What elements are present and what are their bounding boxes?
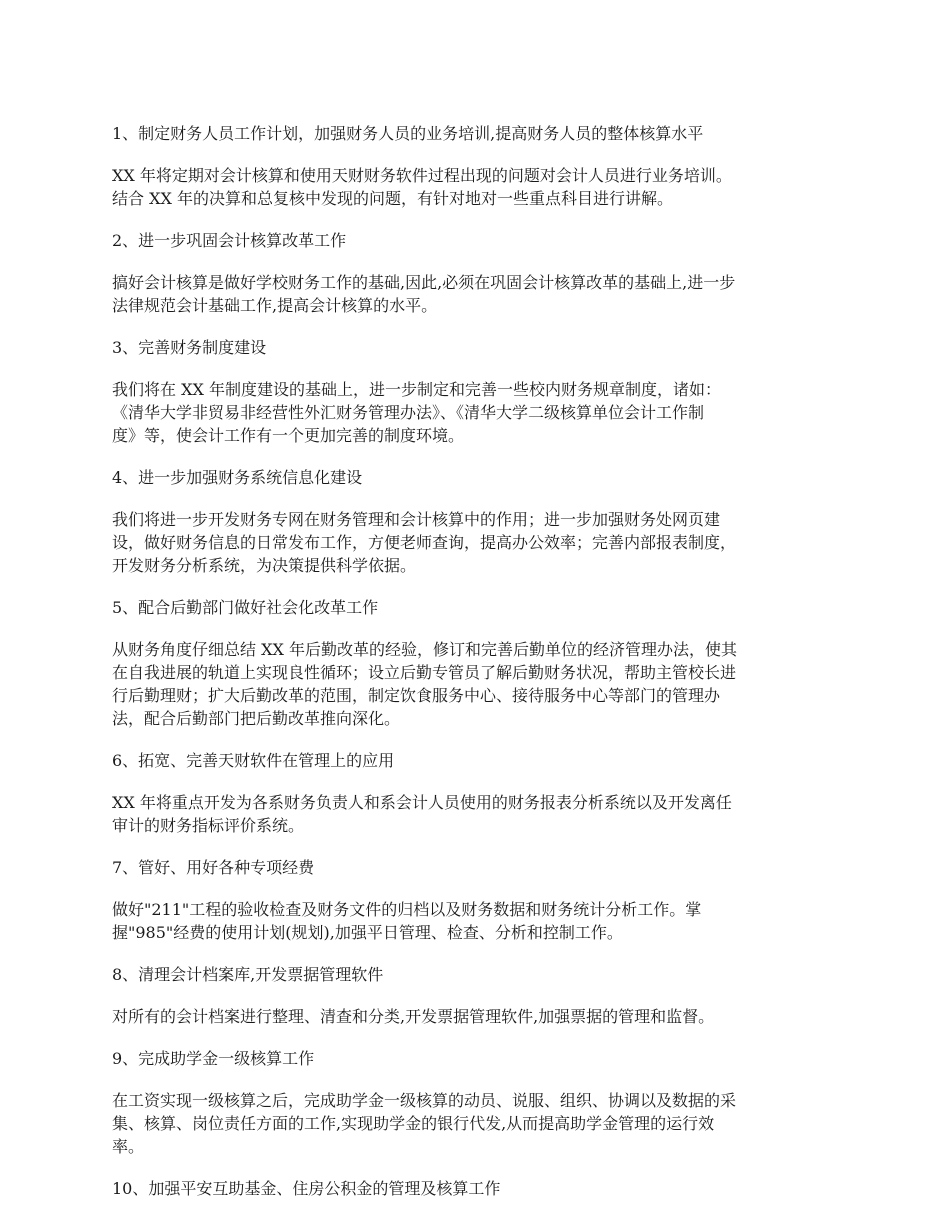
section-heading: 1、制定财务人员工作计划，加强财务人员的业务培训,提高财务人员的整体核算水平 — [112, 124, 704, 143]
section-paragraph — [112, 164, 847, 210]
section-heading: 6、拓宽、完善天财软件在管理上的应用 — [112, 751, 395, 770]
section-heading: 7、管好、用好各种专项经费 — [112, 858, 315, 877]
section-paragraph — [112, 271, 847, 317]
paragraph-line: 做好"211"工程的验收检查及财务文件的归档以及财务数据和财务统计分析工作。掌 — [112, 900, 702, 919]
section-heading: 8、清理会计档案库,开发票据管理软件 — [112, 965, 384, 984]
paragraph-line: 率。 — [112, 1137, 145, 1156]
paragraph-line: XX 年将定期对会计核算和使用天财财务软件过程出现的问题对会计人员进行业务培训。 — [112, 166, 732, 185]
section-1 — [112, 122, 847, 210]
paragraph-line: 搞好会计核算是做好学校财务工作的基础,因此,必须在巩固会计核算改革的基础上,进一步 — [112, 273, 736, 292]
section-paragraph — [112, 508, 847, 577]
section-10 — [112, 1177, 847, 1200]
section-paragraph — [112, 378, 847, 447]
section-8 — [112, 963, 847, 1028]
section-paragraph — [112, 1005, 847, 1028]
section-3 — [112, 336, 847, 447]
document-page — [112, 122, 847, 1219]
section-heading: 5、配合后勤部门做好社会化改革工作 — [112, 598, 379, 617]
paragraph-line: 在自我进展的轨道上实现良性循环；设立后勤专管员了解后勤财务状况，帮助主管校长进 — [112, 663, 737, 682]
paragraph-line: 度》等，使会计工作有一个更加完善的制度环境。 — [112, 426, 465, 445]
section-5 — [112, 596, 847, 730]
section-2 — [112, 229, 847, 317]
section-paragraph — [112, 1089, 847, 1158]
section-4 — [112, 466, 847, 577]
section-heading: 2、进一步巩固会计核算改革工作 — [112, 231, 347, 250]
section-7 — [112, 856, 847, 944]
paragraph-line: 《清华大学非贸易非经营性外汇财务管理办法》、《清华大学二级核算单位会计工作制 — [112, 403, 705, 422]
paragraph-line: 握"985"经费的使用计划(规划),加强平日管理、检查、分析和控制工作。 — [112, 923, 623, 942]
paragraph-line: 在工资实现一级核算之后，完成助学金一级核算的动员、说服、组织、协调以及数据的采 — [112, 1091, 737, 1110]
section-heading: 4、进一步加强财务系统信息化建设 — [112, 468, 363, 487]
section-heading: 10、加强平安互助基金、住房公积金的管理及核算工作 — [112, 1179, 501, 1198]
section-paragraph — [112, 638, 847, 730]
paragraph-line: 我们将进一步开发财务专网在财务管理和会计核算中的作用；进一步加强财务处网页建 — [112, 510, 721, 529]
paragraph-line: 审计的财务指标评价系统。 — [112, 816, 305, 835]
paragraph-line: 行后勤理财；扩大后勤改革的范围，制定饮食服务中心、接待服务中心等部门的管理办 — [112, 686, 721, 705]
paragraph-line: 我们将在 XX 年制度建设的基础上，进一步制定和完善一些校内财务规章制度，诸如： — [112, 380, 721, 399]
paragraph-line: 开发财务分析系统，为决策提供科学依据。 — [112, 556, 417, 575]
paragraph-line: 法，配合后勤部门把后勤改革推向深化。 — [112, 709, 401, 728]
section-heading: 3、完善财务制度建设 — [112, 338, 267, 357]
section-paragraph — [112, 898, 847, 944]
section-heading: 9、完成助学金一级核算工作 — [112, 1049, 315, 1068]
paragraph-line: 结合 XX 年的决算和总复核中发现的问题，有针对地对一些重点科目进行讲解。 — [112, 189, 673, 208]
paragraph-line: 设，做好财务信息的日常发布工作，方便老师查询，提高办公效率；完善内部报表制度， — [112, 533, 737, 552]
paragraph-line: XX 年将重点开发为各系财务负责人和系会计人员使用的财务报表分析系统以及开发离任 — [112, 793, 732, 812]
section-6 — [112, 749, 847, 837]
section-paragraph — [112, 791, 847, 837]
section-9 — [112, 1047, 847, 1158]
paragraph-line: 对所有的会计档案进行整理、清查和分类,开发票据管理软件,加强票据的管理和监督。 — [112, 1007, 715, 1026]
paragraph-line: 法律规范会计基础工作,提高会计核算的水平。 — [112, 296, 438, 315]
paragraph-line: 集、核算、岗位责任方面的工作,实现助学金的银行代发,从而提高助学金管理的运行效 — [112, 1114, 715, 1133]
paragraph-line: 从财务角度仔细总结 XX 年后勤改革的经验，修订和完善后勤单位的经济管理办法，使其 — [112, 640, 737, 659]
